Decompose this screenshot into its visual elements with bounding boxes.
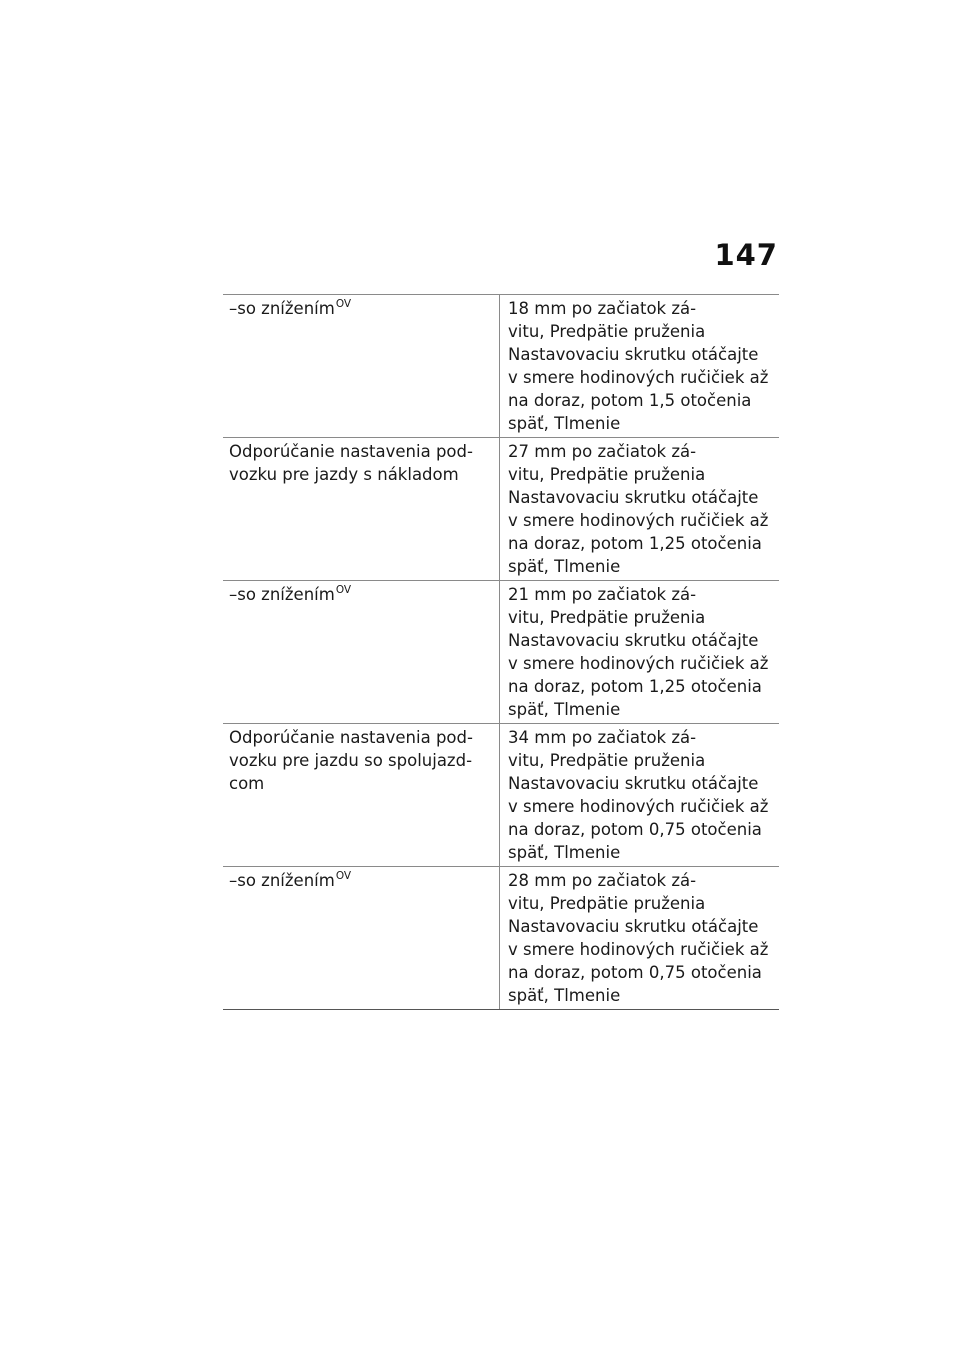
setting-value-line: na doraz, potom 1,25 otočenia (508, 534, 762, 553)
setting-value-cell (500, 581, 779, 723)
setting-value-line: 34 mm po začiatok zá- (508, 728, 697, 747)
setting-value-line: v smere hodinových ručičiek až (508, 368, 769, 387)
setting-value-line: 27 mm po začiatok zá- (508, 442, 697, 461)
setting-value-line: vitu, Predpätie pruženia (508, 751, 706, 770)
setting-label-text: –so znížením (229, 871, 335, 890)
setting-label-text: –so znížením (229, 585, 335, 604)
table-row (223, 581, 779, 724)
setting-label-line: Odporúčanie nastavenia pod- (229, 728, 473, 747)
setting-value-line: 28 mm po začiatok zá- (508, 871, 697, 890)
setting-label-line (229, 297, 491, 320)
setting-label-line: Odporúčanie nastavenia pod- (229, 442, 473, 461)
setting-label-text: –so znížením (229, 299, 335, 318)
setting-value-line: v smere hodinových ručičiek až (508, 654, 769, 673)
setting-label-cell (223, 438, 500, 580)
table-row (223, 724, 779, 867)
setting-value-line: späť, Tlmenie (508, 843, 621, 862)
ov-superscript: OV (335, 870, 352, 882)
setting-value-line: Nastavovaciu skrutku otáčajte (508, 774, 759, 793)
setting-value-line: 18 mm po začiatok zá- (508, 299, 697, 318)
setting-value-line: vitu, Predpätie pruženia (508, 608, 706, 627)
setting-value-line: 21 mm po začiatok zá- (508, 585, 697, 604)
setting-value-cell (500, 438, 779, 580)
ov-superscript: OV (335, 584, 352, 596)
setting-value-line: späť, Tlmenie (508, 986, 621, 1005)
setting-value-line: na doraz, potom 1,5 otočenia (508, 391, 752, 410)
table-row (223, 867, 779, 1010)
setting-value-cell (500, 295, 779, 437)
setting-value-line: na doraz, potom 0,75 otočenia (508, 963, 762, 982)
table-row (223, 295, 779, 438)
setting-value-line: v smere hodinových ručičiek až (508, 511, 769, 530)
suspension-settings-table (223, 294, 779, 1010)
table-row (223, 438, 779, 581)
setting-value-line: na doraz, potom 1,25 otočenia (508, 677, 762, 696)
setting-value-line: vitu, Predpätie pruženia (508, 465, 706, 484)
setting-label-line: vozku pre jazdy s nákladom (229, 465, 459, 484)
setting-label-cell (223, 867, 500, 1009)
setting-value-line: Nastavovaciu skrutku otáčajte (508, 345, 759, 364)
setting-value-line: Nastavovaciu skrutku otáčajte (508, 488, 759, 507)
setting-value-cell (500, 724, 779, 866)
setting-label-line (229, 583, 491, 606)
page-number: 147 (714, 238, 778, 272)
setting-label-line: vozku pre jazdu so spolujazd- (229, 751, 473, 770)
setting-value-line: Nastavovaciu skrutku otáčajte (508, 917, 759, 936)
ov-superscript: OV (335, 298, 352, 310)
setting-value-line: vitu, Predpätie pruženia (508, 894, 706, 913)
setting-value-line: vitu, Predpätie pruženia (508, 322, 706, 341)
setting-value-line: späť, Tlmenie (508, 557, 621, 576)
setting-value-cell (500, 867, 779, 1009)
setting-label-cell (223, 295, 500, 437)
setting-value-line: späť, Tlmenie (508, 414, 621, 433)
setting-value-line: v smere hodinových ručičiek až (508, 797, 769, 816)
setting-label-line (229, 869, 491, 892)
setting-value-line: na doraz, potom 0,75 otočenia (508, 820, 762, 839)
setting-label-line: com (229, 774, 265, 793)
setting-value-line: späť, Tlmenie (508, 700, 621, 719)
setting-label-cell (223, 724, 500, 866)
setting-value-line: v smere hodinových ručičiek až (508, 940, 769, 959)
setting-label-cell (223, 581, 500, 723)
setting-value-line: Nastavovaciu skrutku otáčajte (508, 631, 759, 650)
